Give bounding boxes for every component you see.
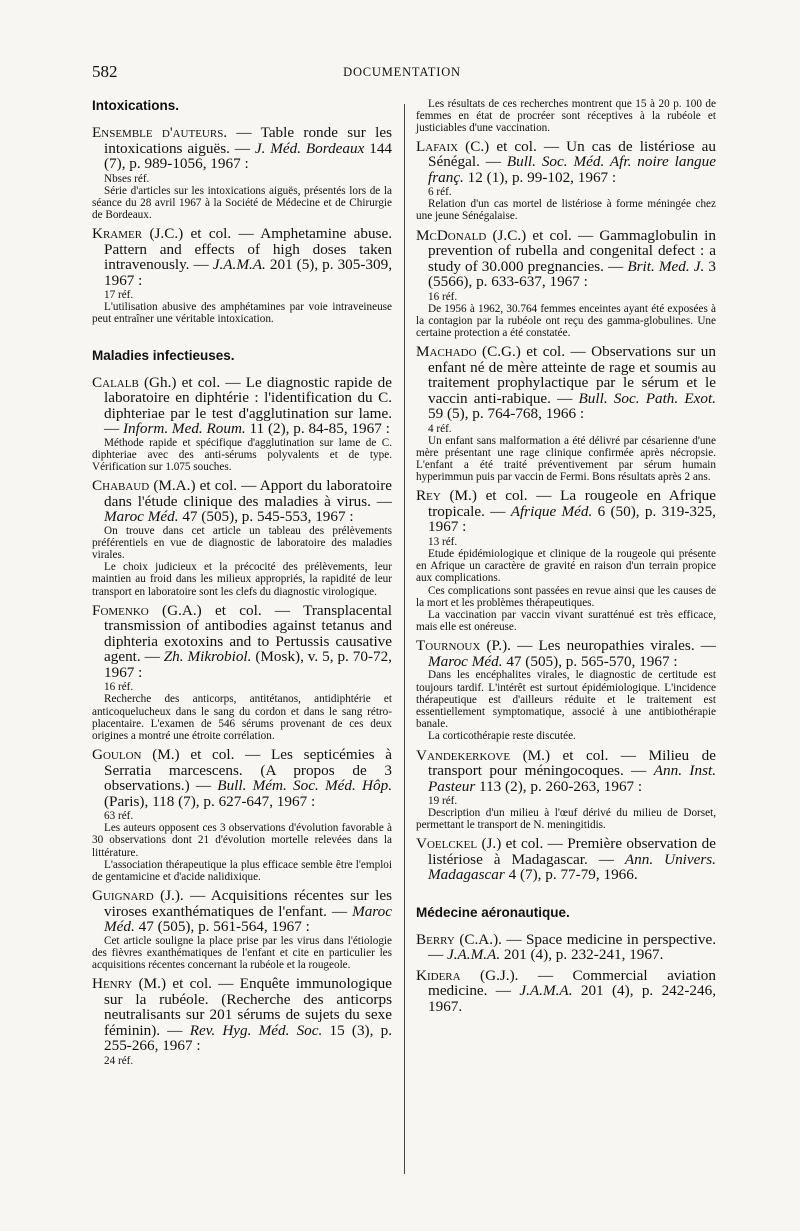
right-column	[416, 98, 716, 1019]
entry-details: 201 (4), p. 232-241, 1967.	[500, 946, 664, 964]
entry-abstract: De 1956 à 1962, 30.764 femmes enceintes ayant été exposées à la contagion par la rubéole ont reçu des gamma-globulines. Une certaine protection a été constatée.	[416, 302, 716, 339]
entry-abstract: Recherche des anticorps, antitétanos, antidiphtérie et anticoquelucheux dans le sang du cordon et dans le sang rétro-placentaire. L'examen de 546 sérums provenant de ces deux origines a montré une étroite corrélation.	[92, 693, 392, 742]
entry-journal: Maroc Méd.	[104, 902, 392, 936]
bibliography-entry	[92, 226, 392, 325]
bibliography-entry	[416, 748, 716, 832]
entry-journal: Inform. Med. Roum.	[122, 420, 246, 438]
entry-journal: J. Méd. Bordeaux	[254, 139, 365, 157]
entry-title: (M.A.) et col. — Apport du laboratoire dans l'étude clinique des maladies à virus. —	[104, 477, 392, 510]
entry-details: 47 (505), p. 565-570, 1967 :	[502, 652, 678, 670]
entry-abstract: Le choix judicieux et la précocité des prélèvements, leur maintien au froid dans les milieux appropriés, la rapidité de leur transport en laboratoire sont les clefs du diagnostic virologique.	[92, 561, 392, 598]
entry-journal: Zh. Mikrobiol.	[163, 648, 252, 666]
entry-title: (M.) et col. — Milieu de transport pour méningocoques. —	[428, 746, 716, 780]
entry-author: Ensemble d'auteurs.	[92, 124, 228, 141]
continued-abstract: Les résultats de ces recherches montrent que 15 à 20 p. 100 de femmes en état de procréer sont réceptives à la rubéole et justiciables d'une vaccination.	[416, 98, 716, 135]
entry-abstract: L'utilisation abusive des amphétamines par voie intraveineuse peut entraîner une véritable intoxication.	[92, 301, 392, 326]
citation	[92, 375, 392, 437]
entry-details: 201 (5), p. 305-309, 1967 :	[104, 256, 392, 289]
entry-abstract: Cet article souligne la place prise par les virus dans l'étiologie des fièvres exanthématiques de l'enfant et cite en particulier les acquisitions récentes concernant la rubéole et la rougeole.	[92, 934, 392, 972]
bibliography-entry	[416, 968, 716, 1015]
entry-author: Calalb	[92, 373, 139, 391]
entry-title: (C.) et col. — Un cas de listériose au Sénégal. —	[428, 137, 716, 171]
citation	[416, 344, 716, 422]
bibliography-entry	[416, 932, 716, 963]
citation	[416, 638, 716, 669]
entry-title: (C.G.) et col. — Observations sur un enfant né de mère atteinte de rage et soumis au traitement prophylactique par le sérum et le vaccin anti-rabique. —	[428, 343, 716, 407]
entry-details: 15 (3), p. 255-266, 1967 :	[104, 1021, 393, 1055]
citation	[416, 488, 716, 535]
bibliography-entry	[92, 976, 392, 1067]
entry-abstract: La corticothérapie reste discutée.	[428, 730, 576, 743]
citation	[92, 976, 392, 1054]
entry-title: (J.C.) et col. — Amphetamine abuse. Pattern and effects of high doses taken intravenously. —	[104, 225, 392, 274]
entry-journal: J.A.M.A.	[519, 982, 573, 1000]
entry-title: (J.) et col. — Première observation de listériose à Madagascar. —	[428, 835, 716, 868]
entry-abstract: Méthode rapide et spécifique d'agglutination sur lame de C. diphteriae avec des anti-sérums polyvalents et de type. Vérification sur 1.075 souches.	[92, 436, 392, 473]
entry-title: (P.). — Les neuropathies virales. —	[480, 637, 716, 655]
entry-refs: 24 réf.	[104, 1054, 134, 1067]
citation	[416, 968, 716, 1015]
entry-title: (C.A.). — Space medicine in perspective. —	[428, 930, 716, 964]
entry-journal: Ann. Univers. Madagascar	[428, 850, 716, 884]
bibliography-entry	[92, 603, 392, 742]
citation	[92, 603, 392, 681]
citation	[416, 932, 716, 963]
section-title: Intoxications.	[92, 98, 180, 113]
bibliography-entry	[416, 344, 716, 483]
entry-title: (M.) et col. — Les septicémies à Serratia marcescens. (A propos de 3 observations.) —	[104, 746, 392, 795]
entry-refs: 16 réf.	[428, 290, 458, 303]
entry-journal: Bull. Soc. Méd. Afr. noire langue franç.	[428, 153, 716, 186]
bibliography-entry	[92, 125, 392, 221]
entry-title: (G.J.). — Commercial aviation medicine. —	[428, 966, 716, 1000]
entry-journal: Brit. Med. J.	[627, 257, 705, 275]
page-number: 582	[92, 62, 118, 81]
citation	[416, 228, 716, 290]
entry-details: 47 (505), p. 545-553, 1967 :	[178, 508, 354, 526]
entry-details: 4 (7), p. 77-79, 1966.	[504, 866, 638, 884]
entry-author: Kramer	[92, 225, 143, 243]
bibliography-entry	[92, 888, 392, 971]
entry-title: (Gh.) et col. — Le diagnostic rapide de laboratoire en diphtérie : l'identification du C. diphteriae par le test d'agglutination sur lame. —	[104, 373, 392, 438]
entry-author: Kidera	[416, 966, 461, 984]
entry-abstract: Dans les encéphalites virales, le diagnostic de certitude est toujours tardif. L'intérêt est surtout épidémiologique. L'incidence thérapeutique est d'ailleurs réduite et le traitement est essentiellement symptomatique, associé à une antibiothérapie banale.	[416, 669, 716, 731]
entry-abstract: On trouve dans cet article un tableau des prélèvements préférentiels en vue de diagnostic de laboratoire des maladies virales.	[92, 524, 392, 562]
entry-refs: 63 réf.	[104, 810, 134, 823]
entry-title: — Table ronde sur les intoxications aiguës. —	[104, 124, 392, 157]
bibliography-entry	[416, 836, 716, 883]
entry-details: 144 (7), p. 989-1056, 1967 :	[104, 139, 392, 172]
bibliography-entry	[92, 375, 392, 474]
entry-abstract: Les auteurs opposent ces 3 observations d'évolution favorable à 30 observations dont 21 d'évolution mortelle relevées dans la littérature.	[92, 822, 392, 859]
entry-author: Henry	[92, 975, 133, 993]
bibliography-entry	[416, 488, 716, 633]
entry-refs: 19 réf.	[428, 795, 458, 808]
entry-abstract: Un enfant sans malformation a été délivré par césarienne d'une mère présentant une rage clinique confirmée après nécropsie. L'enfant a été traité préventivement par sérum humain hyperimmun puis par vaccin de Fermi. Bons résultats après 2 ans.	[416, 434, 716, 484]
entry-author: Tournoux	[416, 637, 481, 655]
entry-author: Machado	[416, 343, 477, 361]
entry-details: 201 (4), p. 242-246, 1967.	[428, 982, 716, 1015]
entry-author: Vandekerkove	[416, 746, 511, 764]
entry-refs: 13 réf.	[428, 535, 458, 548]
entry-journal: Bull. Mém. Soc. Méd. Hôp.	[217, 777, 392, 795]
entry-refs: Nbses réf.	[104, 172, 150, 185]
citation	[416, 748, 716, 795]
left-column	[92, 98, 392, 1072]
bibliography-entry	[416, 139, 716, 223]
entry-author: Voelckel	[416, 835, 478, 853]
entry-author: Fomenko	[92, 601, 149, 619]
entry-abstract: L'association thérapeutique la plus efficace semble être l'emploi de gentamicine et d'acide nalidixique.	[92, 858, 392, 883]
section-title: Maladies infectieuses.	[92, 347, 235, 363]
entry-details: 47 (505), p. 561-564, 1967 :	[134, 918, 310, 936]
entry-journal: Rev. Hyg. Méd. Soc.	[189, 1021, 323, 1039]
entry-journal: Maroc Méd.	[428, 652, 503, 670]
entry-abstract: Série d'articles sur les intoxications aiguës, présentés lors de la séance du 28 avril 1967 à la Société de Médecine et de Chirurgie de Bordeaux.	[92, 184, 392, 221]
entry-abstract: Ces complications sont passées en revue ainsi que les causes de la mort et les problèmes thérapeutiques.	[416, 584, 716, 609]
entry-details: 59 (5), p. 764-768, 1966 :	[428, 405, 585, 423]
citation	[92, 888, 392, 935]
bibliography-entry	[92, 478, 392, 598]
citation	[92, 478, 392, 525]
citation	[416, 836, 716, 883]
entry-refs: 6 réf.	[428, 186, 452, 199]
bibliography-entry	[416, 638, 716, 742]
entry-journal: Maroc Méd.	[104, 508, 179, 526]
entry-abstract: Description d'un milieu à l'œuf dérivé du milieu de Dorset, permettant le transport de N. meningitidis.	[416, 807, 716, 832]
entry-abstract: Etude épidémiologique et clinique de la rougeole qui présente en Afrique un caractère de gravité en raison d'un terrain propice aux complications.	[416, 547, 716, 585]
entry-author: McDonald	[416, 226, 487, 244]
entry-author: Berry	[416, 930, 455, 948]
entry-title: (M.) et col. — La rougeole en Afrique tropicale. —	[428, 487, 716, 520]
entry-title: (J.C.) et col. — Gammaglobulin in prevention of rubella and congenital defect : a study of 30.000 pregnancies. —	[428, 226, 716, 275]
citation	[92, 125, 392, 172]
running-title: DOCUMENTATION	[343, 65, 461, 79]
bibliography-entry	[416, 228, 716, 340]
entry-details: 11 (2), p. 84-85, 1967 :	[245, 420, 390, 438]
entry-refs: 16 réf.	[104, 681, 134, 694]
entry-refs: 4 réf.	[428, 422, 452, 435]
entry-author: Rey	[416, 487, 441, 505]
entry-journal: Ann. Inst. Pasteur	[428, 762, 716, 795]
column-divider	[404, 104, 405, 1174]
entry-journal: Bull. Soc. Path. Exot.	[578, 389, 716, 407]
entry-author: Guignard	[92, 887, 154, 905]
entry-abstract: La vaccination par vaccin vivant suratténué est très efficace, mais elle est onéreuse.	[416, 608, 716, 634]
entry-title: (J.). — Acquisitions récentes sur les viroses exanthématiques de l'enfant. —	[104, 887, 392, 920]
entry-details: 12 (1), p. 99-102, 1967 :	[463, 168, 617, 186]
entry-details: 6 (50), p. 319-325, 1967 :	[428, 502, 716, 536]
entry-journal: J.A.M.A.	[446, 946, 501, 964]
section-title: Médecine aéronautique.	[416, 904, 570, 920]
entry-author: Goulon	[92, 746, 142, 764]
entry-title: (G.A.) et col. — Transplacental transmission of antibodies against tetanus and diphteria exotoxins and to Pertussis causative agent. —	[104, 601, 392, 666]
entry-journal: J.A.M.A.	[212, 256, 266, 274]
entry-details: 113 (2), p. 260-263, 1967 :	[475, 777, 643, 795]
entry-details: (Mosk), v. 5, p. 70-72, 1967 :	[104, 648, 392, 681]
entry-author: Lafaix	[416, 137, 459, 155]
page-header	[92, 62, 712, 86]
entry-abstract: Relation d'un cas mortel de listériose à forme méningée chez une jeune Sénégalaise.	[416, 198, 716, 223]
entry-title: (M.) et col. — Enquête immunologique sur la rubéole. (Recherche des anticorps neutralisants sur 201 sérums de sujets du sexe féminin). —	[104, 975, 392, 1039]
entry-details: (Paris), 118 (7), p. 627-647, 1967 :	[104, 792, 316, 810]
citation	[416, 139, 716, 186]
citation	[92, 226, 392, 288]
entry-refs: 17 réf.	[104, 289, 134, 302]
entry-author: Chabaud	[92, 477, 150, 495]
entry-details: 3 (5566), p. 633-637, 1967 :	[428, 257, 717, 291]
entry-journal: Afrique Méd.	[510, 502, 593, 520]
citation	[92, 747, 392, 809]
bibliography-entry	[92, 747, 392, 883]
